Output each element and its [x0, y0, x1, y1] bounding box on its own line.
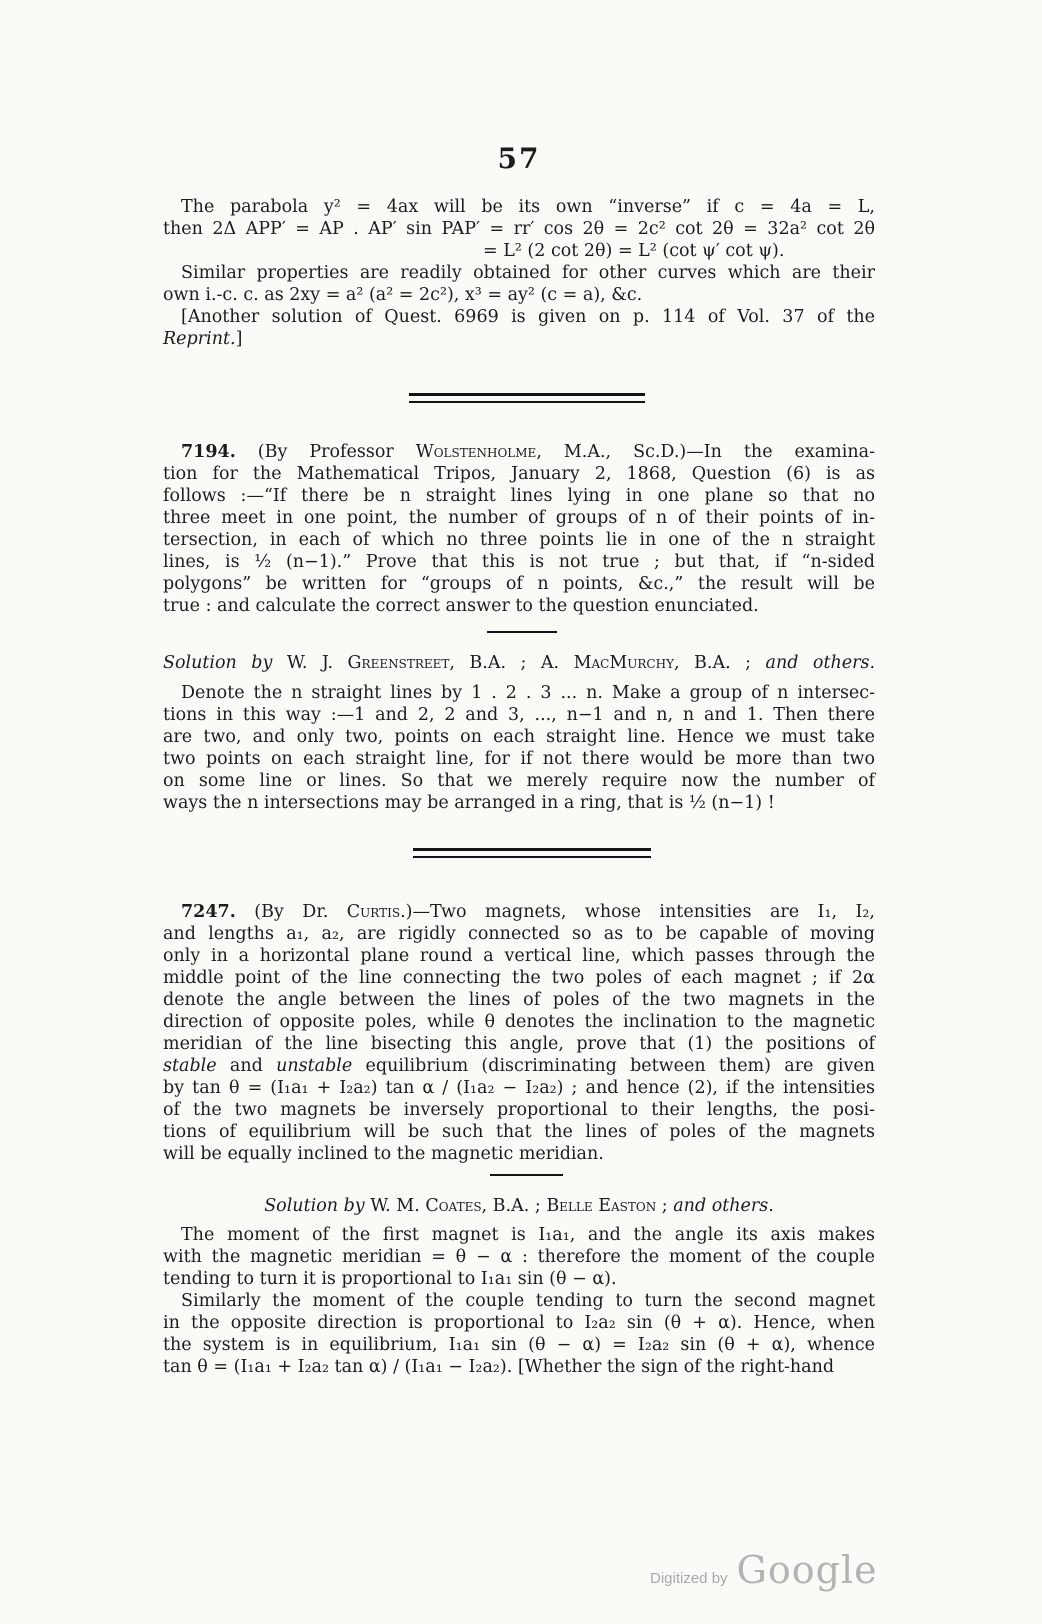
question-7247: [163, 901, 875, 1165]
stable-italic: stable: [163, 1056, 217, 1076]
solution-byline: [163, 652, 875, 674]
digitized-watermark: [650, 1548, 878, 1592]
section-divider-double: [413, 848, 651, 858]
question-7194: [163, 441, 875, 617]
text-line: of the two magnets be inversely proportional to their lengths, the posi-: [163, 1100, 875, 1120]
unstable-italic: unstable: [276, 1056, 353, 1076]
section-divider-double: [409, 393, 645, 403]
text-line: two points on each straight line, for if not there would be more than two: [163, 749, 875, 769]
solution-by-label: Solution by: [264, 1196, 371, 1216]
digitized-by-label: Digitized by: [650, 1570, 728, 1587]
section-divider-short: [490, 1174, 563, 1176]
text-line: tersection, in each of which no three points lie in one of the n straight: [163, 530, 875, 550]
text-line: tending to turn it is proportional to I₁a₁ sin (θ − α).: [163, 1269, 617, 1289]
text-line: The moment of the first magnet is I₁a₁, and the angle its axis makes: [181, 1225, 875, 1245]
question-lead-post: .)—Two magnets, whose intensities are I₁, I₂,: [400, 902, 875, 922]
text-line: three meet in one point, the number of groups of n of their points of in-: [163, 508, 875, 528]
text-span: and: [216, 1056, 277, 1076]
author-name: Wolstenholme: [415, 442, 537, 462]
text-line: will be equally inclined to the magnetic meridian.: [163, 1144, 604, 1164]
text-line: ways the n intersections may be arranged in a ring, that is ½ (n−1) !: [163, 793, 775, 813]
text-line: true : and calculate the correct answer to the question enunciated.: [163, 596, 759, 616]
formula-line: tan θ = (I₁a₁ + I₂a₂ tan α) / (I₁a₁ − I₂a₂). [Whether the sign of the right-hand: [163, 1357, 835, 1377]
text-line: own i.-c. c. as 2xy = a² (a² = 2c²), x³ = ay² (c = a), &c.: [163, 285, 643, 305]
text-line: [Another solution of Quest. 6969 is given on p. 114 of Vol. 37 of the: [181, 307, 875, 327]
solution-7194-body: [163, 682, 875, 814]
reprint-italic: Reprint.: [163, 329, 236, 349]
question-lead-post: , M.A., Sc.D.)—In the examina-: [536, 442, 875, 462]
text-line: Similar properties are readily obtained for other curves which are their: [181, 263, 875, 283]
text-line: with the magnetic meridian = θ − α : therefore the moment of the couple: [163, 1247, 875, 1267]
text-line: the system is in equilibrium, I₁a₁ sin (θ − α) = I₂a₂ sin (θ + α), whence: [163, 1335, 875, 1355]
text-line: then 2Δ APP′ = AP . AP′ sin PAP′ = rr′ cos 2θ = 2c² cot 2θ = 32a² cot 2θ: [163, 219, 875, 239]
page-number: 57: [497, 142, 541, 175]
text-line: Denote the n straight lines by 1 . 2 . 3 ... n. Make a group of n intersec-: [181, 683, 875, 703]
text-line: [163, 1055, 875, 1077]
solution-7194-header: [163, 652, 875, 674]
text-line: direction of opposite poles, while θ denotes the inclination to the magnetic: [163, 1012, 875, 1032]
author-name: Curtis: [346, 902, 401, 922]
solution-by-label: Solution by: [163, 653, 287, 673]
section-divider-short: [487, 631, 557, 633]
solver-names: W. M. Coates, B.A. ; Belle Easton ;: [370, 1196, 674, 1216]
text-line: tions in this way :—1 and 2, 2 and 3, ..., n−1 and n, n and 1. Then there: [163, 705, 875, 725]
solution-byline: [163, 1195, 875, 1217]
text-line: denote the angle between the lines of poles of the two magnets in the: [163, 990, 875, 1010]
text-line: polygons” be written for “groups of n points, &c.,” the result will be: [163, 574, 875, 594]
reprint-bracket: ]: [235, 329, 243, 349]
text-line: are two, and only two, points on each straight line. Hence we must take: [163, 727, 875, 747]
text-line: and lengths a₁, a₂, are rigidly connected so as to be capable of moving: [163, 924, 875, 944]
and-others-label: and others.: [765, 653, 876, 673]
text-line: Similarly the moment of the couple tending to turn the second magnet: [181, 1291, 875, 1311]
question-number: 7247.: [181, 902, 236, 922]
and-others-label: and others.: [673, 1196, 774, 1216]
text-line: only in a horizontal plane round a vertical line, which passes through the: [163, 946, 875, 966]
text-line: tions of equilibrium will be such that the lines of poles of the magnets: [163, 1122, 875, 1142]
question-lead: [163, 901, 875, 923]
text-line: [163, 328, 875, 350]
text-span: equilibrium (discriminating between them) are given: [352, 1056, 875, 1076]
text-line: meridian of the line bisecting this angle, prove that (1) the positions of: [163, 1034, 875, 1054]
question-lead-pre: (By Professor: [235, 442, 416, 462]
solver-names: W. J. Greenstreet, B.A. ; A. MacMurchy, B.A. ;: [286, 653, 766, 673]
text-line: middle point of the line connecting the two poles of each magnet ; if 2α: [163, 968, 875, 988]
formula-line: by tan θ = (I₁a₁ + I₂a₂) tan α / (I₁a₂ − I₂a₂) ; and hence (2), if the intensities: [163, 1078, 875, 1098]
equation-line: = L² (2 cot 2θ) = L² (cot ψ′ cot ψ).: [483, 241, 785, 261]
question-lead: [163, 441, 875, 463]
intro-paragraph: [163, 196, 875, 350]
solution-7247-header: [163, 1195, 875, 1217]
question-lead-pre: (By Dr.: [235, 902, 347, 922]
text-line: in the opposite direction is proportional to I₂a₂ sin (θ + α). Hence, when: [163, 1313, 875, 1333]
solution-7247-body: [163, 1224, 875, 1378]
question-number: 7194.: [181, 442, 236, 462]
text-line: lines, is ½ (n−1).” Prove that this is not true ; but that, if “n-sided: [163, 552, 875, 572]
text-line: tion for the Mathematical Tripos, January 2, 1868, Question (6) is as: [163, 464, 875, 484]
text-line: follows :—“If there be n straight lines lying in one plane so that no: [163, 486, 875, 506]
google-logo: Google: [736, 1548, 878, 1592]
text-line: The parabola y² = 4ax will be its own “inverse” if c = 4a = L,: [181, 197, 875, 217]
text-line: on some line or lines. So that we merely require now the number of: [163, 771, 875, 791]
